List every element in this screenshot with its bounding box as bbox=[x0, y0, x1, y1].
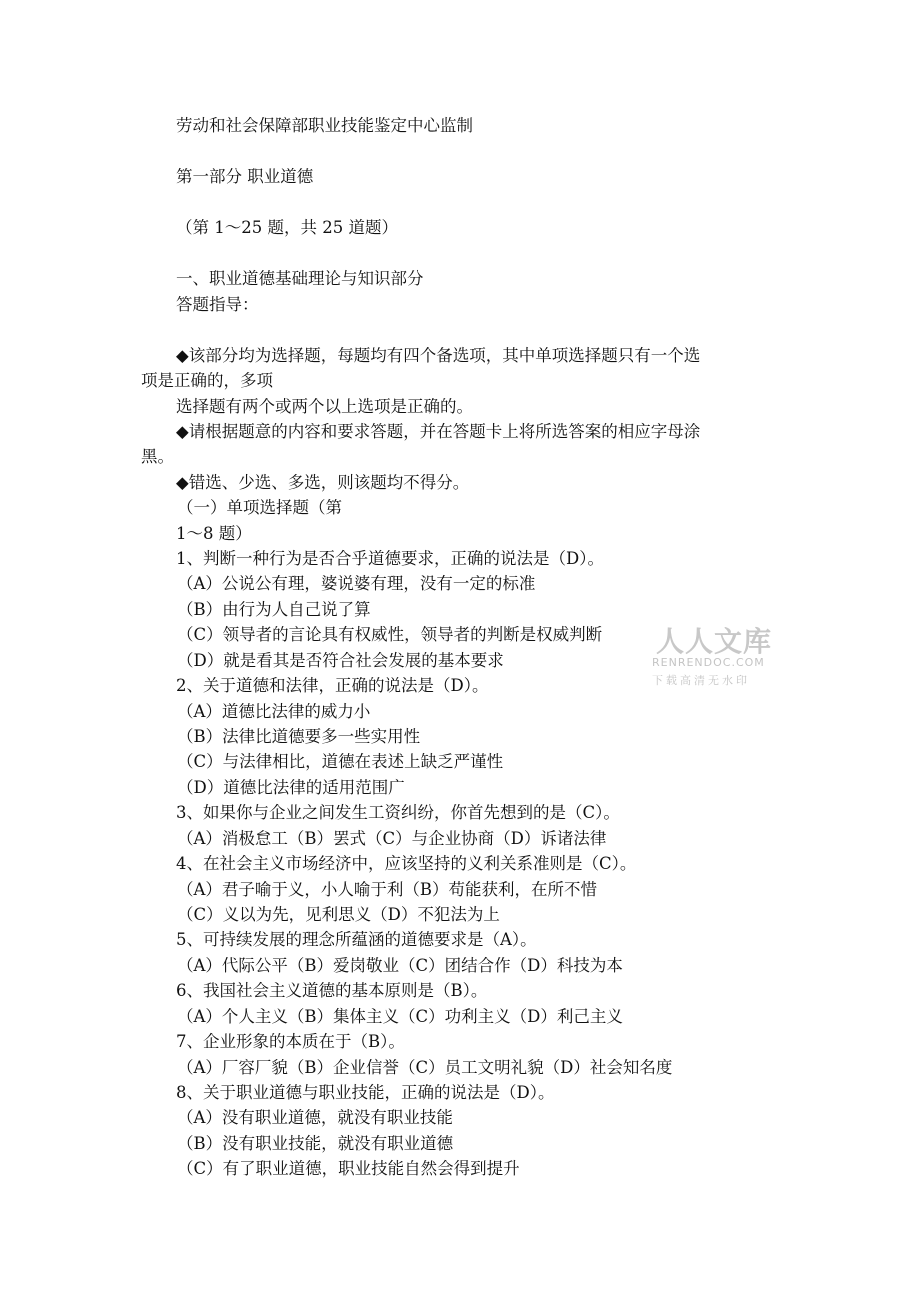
part-title: 第一部分 职业道德 bbox=[176, 167, 314, 186]
question-option: （B）没有职业技能，就没有职业道德 bbox=[177, 1134, 454, 1153]
section-title: 一、职业道德基础理论与知识部分 bbox=[176, 269, 424, 288]
question-option: （B）法律比道德要多一些实用性 bbox=[177, 727, 421, 746]
question-stem: 8、关于职业道德与职业技能，正确的说法是（D）。 bbox=[176, 1083, 555, 1102]
question-stem: 3、如果你与企业之间发生工资纠纷，你首先想到的是（C）。 bbox=[176, 803, 620, 822]
question-option: （D）道德比法律的适用范围广 bbox=[177, 778, 405, 797]
question-option: （A）没有职业道德，就没有职业技能 bbox=[177, 1108, 453, 1127]
instruction-line-5: 黑。 bbox=[141, 447, 174, 466]
watermark-brand: 人人文库 bbox=[656, 625, 773, 658]
instruction-line-3: 选择题有两个或两个以上选项是正确的。 bbox=[176, 397, 473, 416]
question-option: （C）领导者的言论具有权威性，领导者的判断是权威判断 bbox=[177, 625, 603, 644]
question-option: （A）公说公有理，婆说婆有理，没有一定的标准 bbox=[177, 574, 536, 593]
question-stem: 5、可持续发展的理念所蕴涵的道德要求是（A）。 bbox=[176, 930, 537, 949]
issuing-authority: 劳动和社会保障部职业技能鉴定中心监制 bbox=[176, 116, 473, 135]
instruction-line-2: 项是正确的，多项 bbox=[141, 371, 273, 390]
question-option: （A）消极怠工（B）罢式（C）与企业协商（D）诉诸法律 bbox=[177, 829, 607, 848]
question-stem: 6、我国社会主义道德的基本原则是（B）。 bbox=[176, 981, 488, 1000]
renrendoc-watermark bbox=[650, 620, 790, 690]
question-stem: 4、在社会主义市场经济中，应该坚持的义利关系准则是（C）。 bbox=[176, 854, 637, 873]
instruction-line-6: ◆错选、少选、多选，则该题均不得分。 bbox=[176, 473, 470, 492]
question-option: （A）道德比法律的威力小 bbox=[177, 702, 371, 721]
question-option: （A）厂容厂貌（B）企业信誉（C）员工文明礼貌（D）社会知名度 bbox=[177, 1058, 673, 1077]
instruction-line-1: ◆该部分均为选择题，每题均有四个备选项，其中单项选择题只有一个选 bbox=[176, 346, 701, 365]
question-option: （C）有了职业道德，职业技能自然会得到提升 bbox=[177, 1159, 520, 1178]
instructions-label: 答题指导： bbox=[176, 295, 259, 314]
question-stem: 7、企业形象的本质在于（B）。 bbox=[176, 1032, 405, 1051]
question-option: （A）代际公平（B）爱岗敬业（C）团结合作（D）科技为本 bbox=[177, 956, 623, 975]
question-option: （A）君子喻于义，小人喻于利（B）苟能获利，在所不惜 bbox=[177, 880, 598, 899]
watermark-tagline: 下载高清无水印 bbox=[652, 674, 750, 687]
question-option: （A）个人主义（B）集体主义（C）功利主义（D）利己主义 bbox=[177, 1007, 623, 1026]
question-stem: 2、关于道德和法律，正确的说法是（D）。 bbox=[176, 676, 489, 695]
question-range: （第 1～25 题，共 25 道题） bbox=[176, 218, 398, 237]
question-option: （C）义以为先，见利思义（D）不犯法为上 bbox=[177, 905, 500, 924]
instruction-line-4: ◆请根据题意的内容和要求答题，并在答题卡上将所选答案的相应字母涂 bbox=[176, 422, 701, 441]
subsection-range: 1～8 题） bbox=[176, 524, 252, 543]
watermark-site: RENRENDOC.COM bbox=[652, 656, 765, 669]
question-option: （C）与法律相比，道德在表述上缺乏严谨性 bbox=[177, 752, 504, 771]
subsection-title: （一）单项选择题（第 bbox=[177, 498, 342, 517]
question-option: （D）就是看其是否符合社会发展的基本要求 bbox=[177, 651, 504, 670]
question-stem: 1、判断一种行为是否合乎道德要求，正确的说法是（D）。 bbox=[176, 549, 604, 568]
question-option: （B）由行为人自己说了算 bbox=[177, 600, 371, 619]
